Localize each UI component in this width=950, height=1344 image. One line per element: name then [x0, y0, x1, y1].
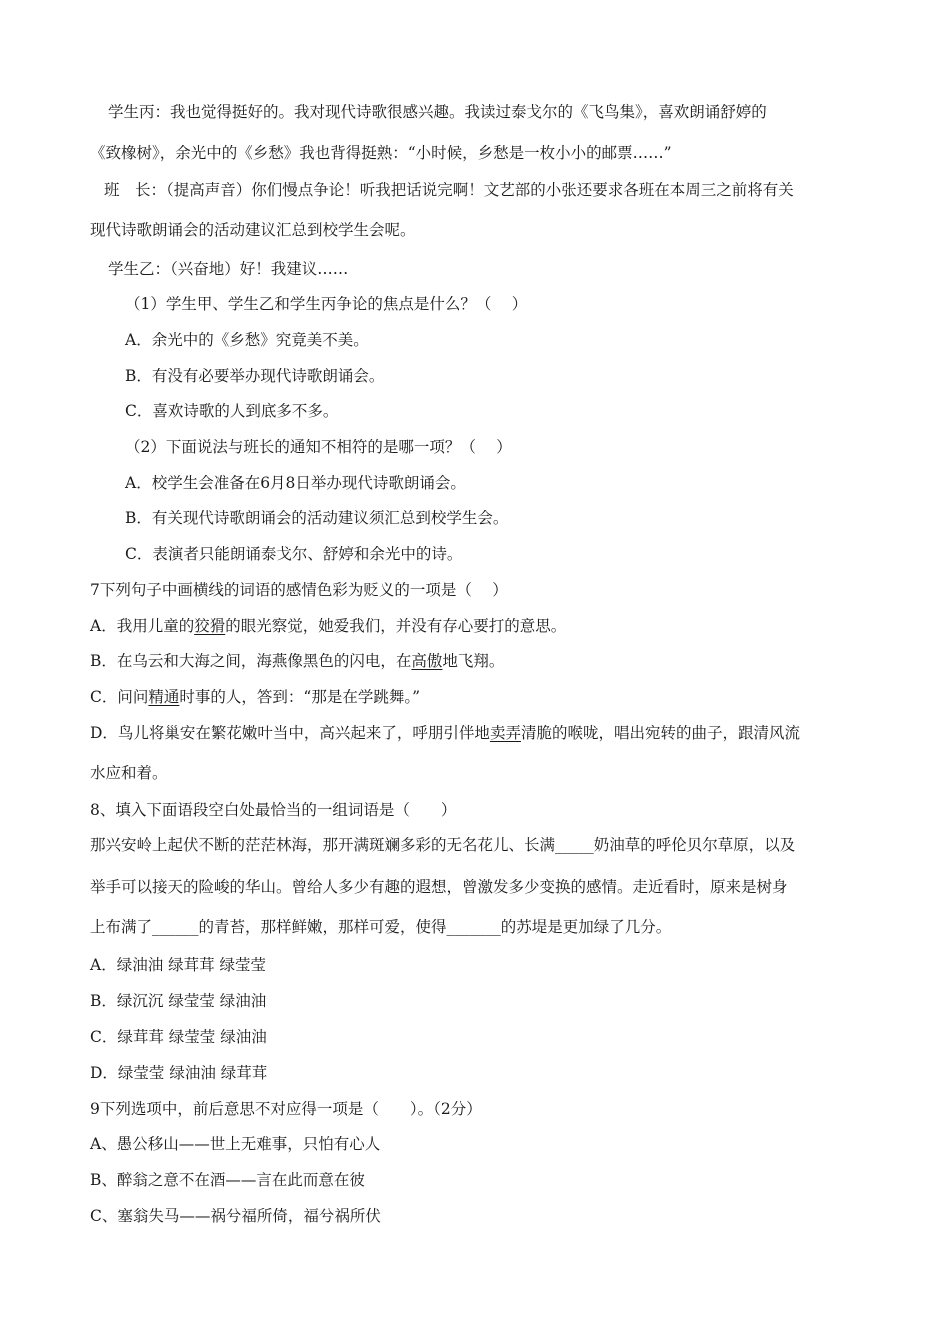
q8-passage-text: 上布满了 — [90, 918, 153, 936]
q7-option-c — [90, 687, 420, 707]
q9-option-c: C、塞翁失马——祸兮福所倚，福兮祸所伏 — [90, 1207, 381, 1225]
q9-stem: 9下列选项中，前后意思不对应得一项是（ ）。（2分） — [90, 1100, 482, 1118]
q7-option-a-text-end: 的眼光察觉，她爱我们，并没有存心要打的意思。 — [225, 617, 567, 635]
dialogue-student-c-line-1: 学生丙：我也觉得挺好的。我对现代诗歌很感兴趣。我读过泰戈尔的《飞鸟集》，喜欢朗诵舒婷的 — [108, 103, 767, 121]
q9-option-b: B、醉翁之意不在酒——言在此而意在彼 — [90, 1171, 365, 1189]
q7-option-c-text: C．问问 — [90, 688, 149, 706]
q6-sub2-option-b: B．有关现代诗歌朗诵会的活动建议须汇总到校学生会。 — [125, 509, 509, 527]
q6-sub2-option-a: A．校学生会准备在6月8日举办现代诗歌朗诵会。 — [125, 474, 466, 492]
q7-option-b-text-end: 地飞翔。 — [442, 652, 505, 670]
q8-option-d: D．绿莹莹 绿油油 绿茸茸 — [90, 1064, 268, 1082]
dialogue-student-c-line-2: 《致橡树》，余光中的《乡愁》我也背得挺熟：“小时候，乡愁是一枚小小的邮票……” — [90, 144, 672, 162]
q7-option-c-text-end: 时事的人，答到：“那是在学跳舞。” — [179, 688, 420, 706]
q8-option-a: A．绿油油 绿茸茸 绿莹莹 — [90, 956, 267, 974]
q6-sub1-option-c: C．喜欢诗歌的人到底多不多。 — [125, 402, 339, 420]
q8-blank: _____ — [555, 836, 594, 854]
q6-sub1-stem: （1）学生甲、学生乙和学生丙争论的焦点是什么？（ ） — [125, 295, 528, 313]
q7-option-a — [90, 616, 566, 636]
q9-option-a: A、愚公移山——世上无难事，只怕有心人 — [90, 1135, 381, 1153]
dialogue-student-b: 学生乙：（兴奋地）好！我建议…… — [108, 260, 349, 278]
q8-option-c: C．绿茸茸 绿莹莹 绿油油 — [90, 1028, 267, 1046]
q7-option-d-text: D．鸟儿将巢安在繁花嫩叶当中，高兴起来了，呼朋引伴地 — [90, 724, 490, 742]
q7-option-a-text: A．我用儿童的 — [90, 617, 195, 635]
q8-passage-text-end: 的苏堤是更加绿了几分。 — [500, 918, 672, 936]
q7-option-b-underlined-word: 高傲 — [411, 652, 443, 670]
q8-blank: _______ — [446, 918, 501, 936]
q8-stem: 8、填入下面语段空白处最恰当的一组词语是（ ） — [90, 801, 457, 819]
q8-option-b: B．绿沉沉 绿莹莹 绿油油 — [90, 992, 267, 1010]
q7-option-b — [90, 651, 504, 671]
q7-stem: 7下列句子中画横线的词语的感情色彩为贬义的一项是（ ） — [90, 581, 508, 599]
q7-option-d-text-end: 清脆的喉咙，唱出宛转的曲子，跟清风流 — [520, 724, 800, 742]
q6-sub2-option-c: C．表演者只能朗诵泰戈尔、舒婷和余光中的诗。 — [125, 545, 463, 563]
q8-passage-line-2: 举手可以接天的险峻的华山。曾给人多少有趣的遐想，曾激发多少变换的感情。走近看时，原来是树身 — [90, 878, 788, 896]
q8-passage-text-end: 奶油草的呼伦贝尔草原，以及 — [593, 836, 796, 854]
q8-passage-text-mid: 的青苔，那样鲜嫩，那样可爱，使得 — [198, 918, 447, 936]
q8-blank: ______ — [152, 918, 199, 936]
q6-sub1-option-b: B．有没有必要举办现代诗歌朗诵会。 — [125, 367, 385, 385]
q7-option-d-underlined-word: 卖弄 — [489, 724, 521, 742]
q8-passage-line-1 — [90, 835, 795, 855]
dialogue-monitor-line-1: 班 长：（提高声音）你们慢点争论！听我把话说完啊！文艺部的小张还要求各班在本周三之前将有关 — [104, 181, 794, 199]
q6-sub1-option-a: A．余光中的《乡愁》究竟美不美。 — [125, 331, 369, 349]
q8-passage-line-3 — [90, 917, 671, 937]
q7-option-b-text: B．在乌云和大海之间，海燕像黑色的闪电，在 — [90, 652, 412, 670]
q6-sub2-stem: （2）下面说法与班长的通知不相符的是哪一项？（ ） — [125, 438, 512, 456]
dialogue-monitor-line-2: 现代诗歌朗诵会的活动建议汇总到校学生会呢。 — [90, 221, 416, 239]
q7-option-d-line-1 — [90, 723, 800, 743]
q7-option-d-line-2: 水应和着。 — [90, 764, 168, 782]
q7-option-a-underlined-word: 狡猾 — [194, 617, 226, 635]
q8-passage-text: 那兴安岭上起伏不断的茫茫林海，那开满斑斓多彩的无名花儿、长满 — [90, 836, 556, 854]
q7-option-c-underlined-word: 精通 — [148, 688, 180, 706]
